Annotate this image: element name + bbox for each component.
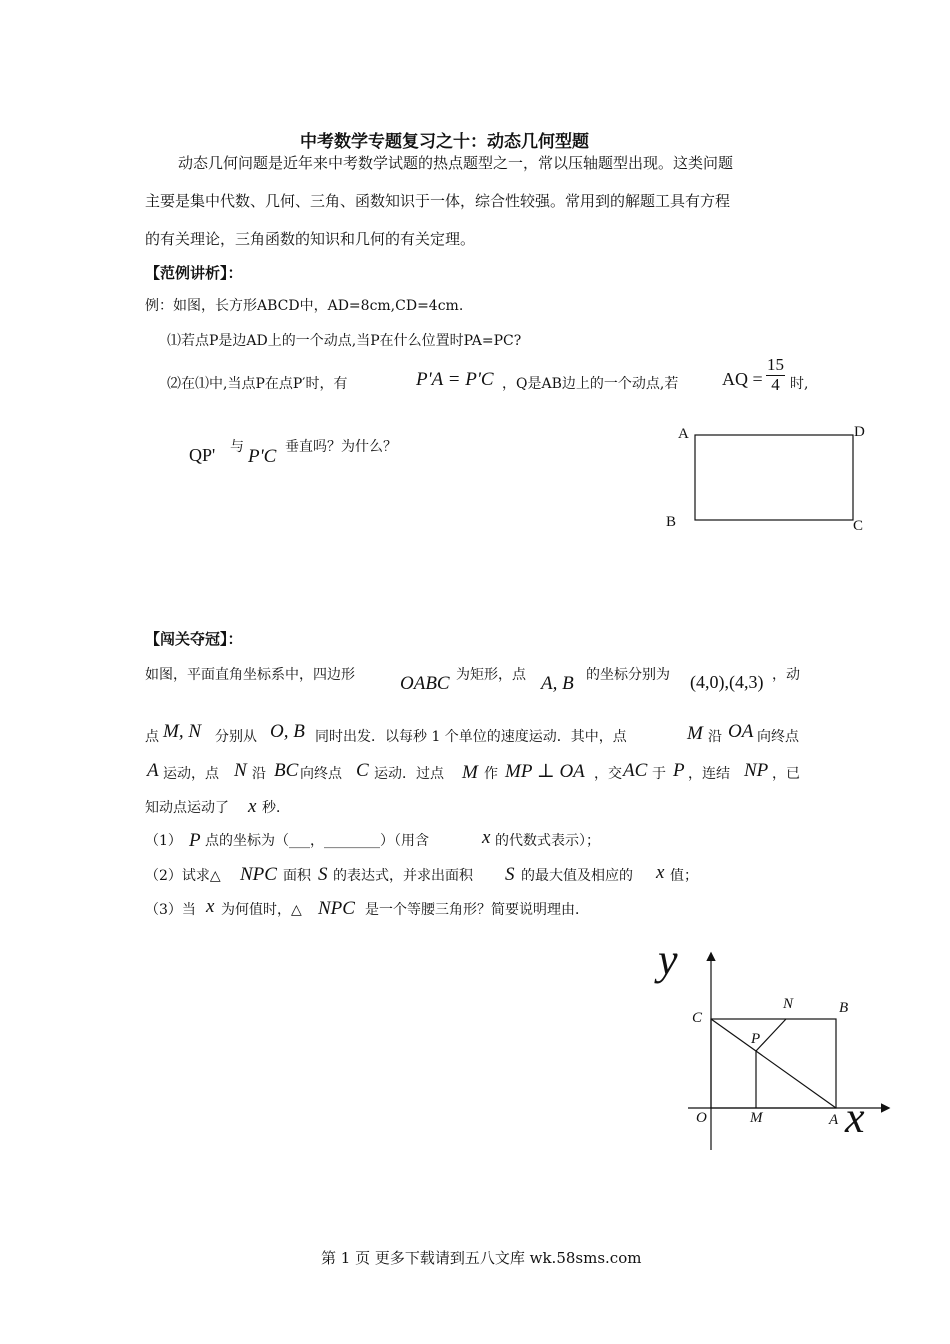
problem-line3-e: 运动．过点 xyxy=(374,766,444,782)
axis-label-y: y xyxy=(658,935,678,984)
subq2-text-e: 值； xyxy=(670,868,698,884)
problem-line2-d: 沿 xyxy=(708,729,722,745)
math-m-n: M, N xyxy=(163,721,201,742)
math-c: C xyxy=(356,760,369,781)
problem-line3-d: 向终点 xyxy=(300,766,342,782)
math-np: NP xyxy=(744,760,769,781)
intro-line-1: 动态几何问题是近年来中考数学试题的热点题型之一，常以压轴题型出现。这类问题 xyxy=(178,154,734,172)
example-question-2-part-a: ⑵在⑴中,当点P在点P′时，有 xyxy=(167,376,348,392)
problem-line3-i: ，连结 xyxy=(688,766,730,782)
math-x-3: x xyxy=(656,862,665,883)
math-m: M xyxy=(687,723,703,744)
text-yu: 与 xyxy=(230,439,244,455)
problem-line3-c: 沿 xyxy=(252,766,266,782)
point-label-b: B xyxy=(839,1000,849,1016)
rectangle-figure xyxy=(660,420,880,545)
math-s-2: S xyxy=(505,864,515,885)
problem-line3-g: ，交 xyxy=(594,766,622,782)
problem-line3-j: ，已 xyxy=(772,766,800,782)
math-x-4: x xyxy=(206,896,215,917)
problem-line1-d: ，动 xyxy=(772,667,800,683)
math-o-b: O, B xyxy=(270,721,305,742)
axis-label-x: x xyxy=(845,1093,865,1142)
subq3-text-c: 是一个等腰三角形？简要说明理由． xyxy=(365,902,589,918)
subq2-text-b: 面积 xyxy=(283,868,311,884)
math-m-2: M xyxy=(462,762,478,783)
math-pa-equals-pc: P'A = P'C xyxy=(416,369,494,390)
problem-line3-h: 于 xyxy=(652,766,666,782)
math-s: S xyxy=(318,864,328,885)
point-label-p: P xyxy=(751,1031,761,1047)
point-label-m: M xyxy=(750,1110,763,1126)
problem-line2-e: 向终点 xyxy=(757,729,799,745)
math-qp-prime: QP' xyxy=(189,445,216,465)
point-label-o: O xyxy=(696,1110,707,1126)
rect-label-c: C xyxy=(853,518,864,534)
section-heading-examples: 【范例讲析】： xyxy=(145,264,243,282)
example-lead: 例：如图，长方形ABCD中，AD=8cm,CD=4cm. xyxy=(145,298,464,314)
subq2-text-c: 的表达式，并求出面积 xyxy=(333,868,473,884)
math-ac: AC xyxy=(623,760,648,781)
subq1-text-c: 的代数式表示）； xyxy=(495,833,600,849)
rect-label-b: B xyxy=(666,514,677,530)
subq3-prefix: （3）当 xyxy=(145,902,196,918)
fraction-denominator: 4 xyxy=(771,374,780,394)
coordinate-figure xyxy=(640,935,900,1160)
math-p: P xyxy=(673,760,685,781)
example-question-2-part-c: 时, xyxy=(790,376,809,392)
example-question-1: ⑴若点P是边AD上的一个动点,当P在什么位置时PA=PC? xyxy=(167,333,522,349)
point-label-c: C xyxy=(692,1010,703,1026)
problem-line2-a: 点 xyxy=(145,729,159,745)
math-mp-perp-oa: MP ⊥ OA xyxy=(505,761,585,782)
problem-line1-a: 如图，平面直角坐标系中，四边形 xyxy=(145,667,355,683)
math-x-2: x xyxy=(482,827,491,848)
problem-line1-b: 为矩形，点 xyxy=(456,667,526,683)
rect-label-a: A xyxy=(678,426,689,442)
subq3-text-b: 为何值时，△ xyxy=(221,902,302,918)
math-bc: BC xyxy=(274,760,299,781)
example-question-2-part-b: ，Q是AB边上的一个动点,若 xyxy=(502,376,679,392)
math-x: x xyxy=(248,796,257,817)
point-label-a: A xyxy=(829,1112,839,1128)
subq1-text-b: 点的坐标为（___，________）（用含 xyxy=(205,833,429,849)
math-oa: OA xyxy=(728,721,754,742)
math-p-prime-c: P'C xyxy=(248,446,277,467)
math-p-2: P xyxy=(189,830,201,851)
math-oabc: OABC xyxy=(400,673,450,694)
intro-line-3: 的有关理论，三角函数的知识和几何的有关定理。 xyxy=(145,230,476,248)
problem-line3-f: 作 xyxy=(484,766,498,782)
page-title: 中考数学专题复习之十：动态几何型题 xyxy=(300,132,589,152)
problem-line3-b: 运动，点 xyxy=(163,766,219,782)
math-npc: NPC xyxy=(240,864,277,885)
rectangle-abcd xyxy=(695,435,853,520)
rectangle-figure-svg xyxy=(660,420,880,545)
rect-label-d: D xyxy=(854,424,865,440)
problem-line1-c: 的坐标分别为 xyxy=(586,667,670,683)
page-footer: 第 1 页 更多下载请到五八文库 wk.58sms.com xyxy=(321,1249,642,1267)
math-coordinates: (4,0),(4,3) xyxy=(690,672,764,692)
problem-line4-b: 秒． xyxy=(262,800,290,816)
point-label-n: N xyxy=(783,996,794,1012)
math-a: A xyxy=(147,760,159,781)
fraction-numerator: 15 xyxy=(767,355,784,374)
subq1-prefix: （1） xyxy=(145,833,182,849)
subq2-prefix: （2）试求△ xyxy=(145,868,221,884)
segment-np xyxy=(756,1019,786,1051)
problem-line2-b: 分别从 xyxy=(215,729,257,745)
math-npc-2: NPC xyxy=(318,898,355,919)
subq2-text-d: 的最大值及相应的 xyxy=(521,868,633,884)
section-heading-challenge: 【闯关夺冠】： xyxy=(145,630,243,648)
math-n: N xyxy=(234,760,247,781)
problem-line4-a: 知动点运动了 xyxy=(145,800,229,816)
math-aq-equals: AQ = xyxy=(722,369,763,389)
math-a-b: A, B xyxy=(541,673,574,694)
math-fraction-15-4 xyxy=(766,356,785,394)
example-question-2-rest: 垂直吗？为什么？ xyxy=(285,439,397,455)
problem-line2-c: 同时出发．以每秒 1 个单位的速度运动．其中，点 xyxy=(315,729,627,745)
intro-line-2: 主要是集中代数、几何、三角、函数知识于一体，综合性较强。常用到的解题工具有方程 xyxy=(145,192,731,210)
